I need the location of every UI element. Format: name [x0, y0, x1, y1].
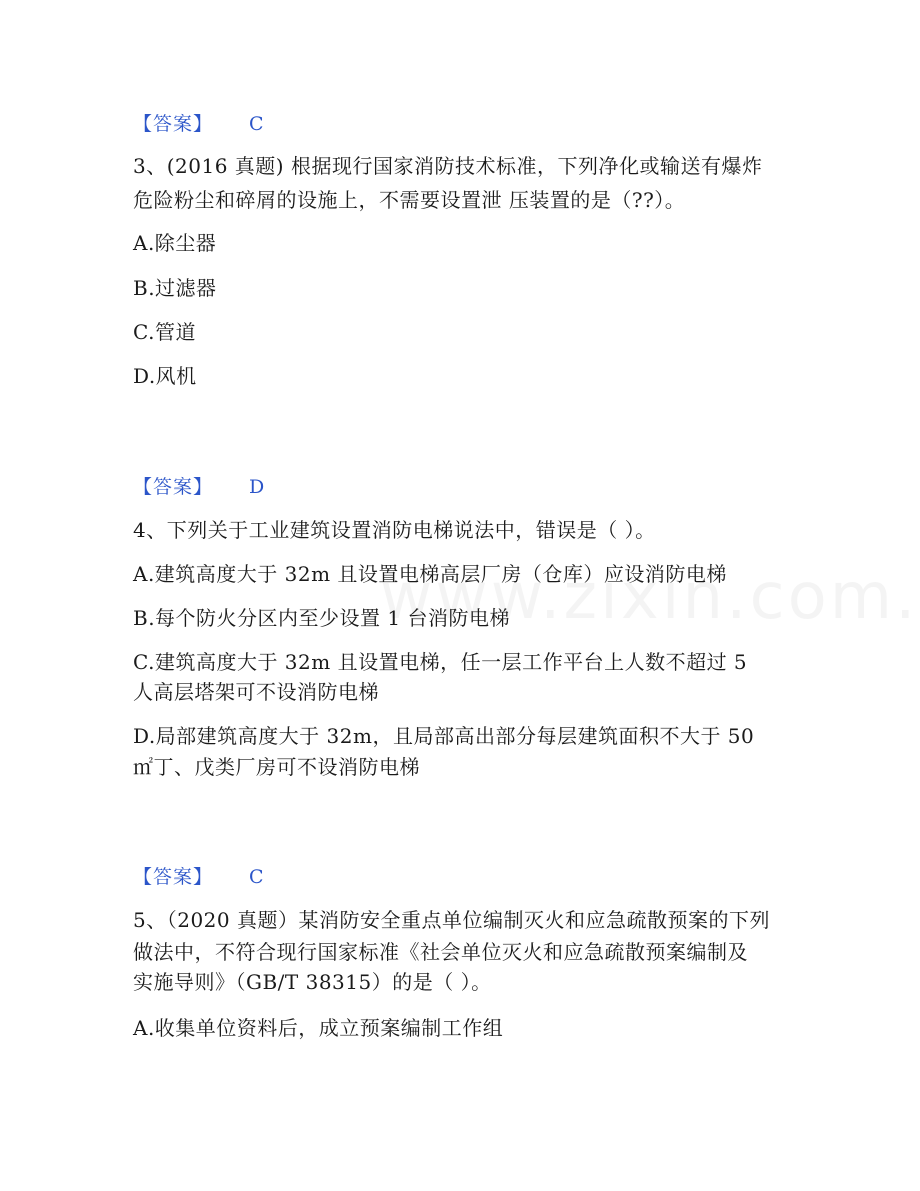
q4-option-d-line-2: ㎡丁、戊类厂房可不设消防电梯 — [133, 755, 420, 779]
answer-label: 【答案】 — [133, 866, 214, 888]
q4-option-c-line-2: 人高层塔架可不设消防电梯 — [133, 680, 379, 704]
q3-option-d: D.风机 — [133, 364, 197, 388]
q3-option-c: C.管道 — [133, 320, 196, 344]
q4-stem-line-1: 4、下列关于工业建筑设置消防电梯说法中，错误是（ ）。 — [133, 518, 656, 542]
answer-value: C — [249, 113, 264, 135]
answer-label: 【答案】 — [133, 113, 214, 135]
q4-option-c-line-1: C.建筑高度大于 32m 且设置电梯，任一层工作平台上人数不超过 5 — [133, 650, 748, 674]
answer-label: 【答案】 — [133, 476, 214, 498]
answer-value: D — [249, 476, 265, 498]
q4-option-a: A.建筑高度大于 32m 且设置电梯高层厂房（仓库）应设消防电梯 — [133, 562, 727, 586]
q3-stem-line-2: 危险粉尘和碎屑的设施上，不需要设置泄 压装置的是（??）。 — [133, 188, 686, 212]
q3-option-a: A.除尘器 — [133, 231, 217, 255]
answer-q4 — [133, 863, 264, 891]
answer-q2 — [133, 110, 264, 138]
q5-stem-line-3: 实施导则》（GB/T 38315）的是（ ）。 — [133, 970, 492, 994]
q5-option-a: A.收集单位资料后，成立预案编制工作组 — [133, 1016, 504, 1040]
answer-value: C — [249, 866, 264, 888]
answer-q3 — [133, 473, 264, 501]
q5-stem-line-2: 做法中，不符合现行国家标准《社会单位灭火和应急疏散预案编制及 — [133, 940, 748, 964]
q4-option-b: B.每个防火分区内至少设置 1 台消防电梯 — [133, 606, 510, 630]
q5-stem-line-1: 5、（2020 真题）某消防安全重点单位编制灭火和应急疏散预案的下列 — [133, 908, 770, 932]
q3-stem-line-1: 3、(2016 真题) 根据现行国家消防技术标准，下列净化或输送有爆炸 — [133, 154, 763, 178]
q3-option-b: B.过滤器 — [133, 276, 217, 300]
q4-option-d-line-1: D.局部建筑高度大于 32m，且局部高出部分每层建筑面积不大于 50 — [133, 724, 755, 748]
